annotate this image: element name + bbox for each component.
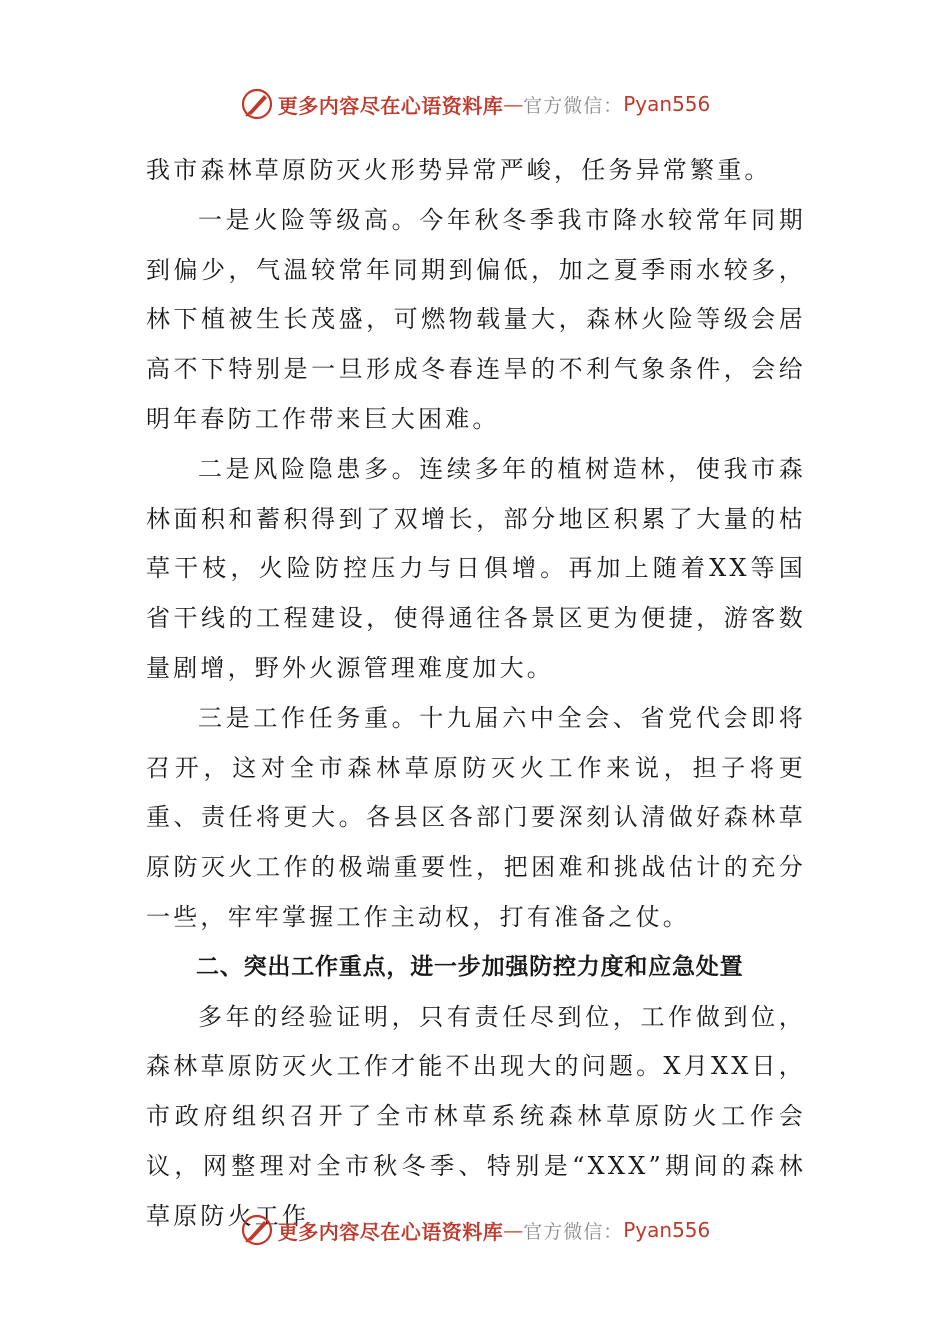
banner-site-text: 更多内容尽在心语资料库 (277, 93, 504, 118)
banner-separator: — (503, 92, 524, 116)
quill-logo-icon (240, 87, 274, 121)
section-heading: 二、突出工作重点，进一步加强防控力度和应急处置 (196, 953, 744, 980)
paragraph-intro: 我市森林草原防灭火形势异常严峻，任务异常繁重。 (146, 156, 772, 184)
paragraph-tasks: 三是工作任务重。十九届六中全会、省党代会即将召开，这对全市森林草原防灭火工作来说，担子将更重、责任将更大。各县区各部门要深刻认清做好森林草原防灭火工作的极端重要性，把困难和挑战估计的充分一些，牢牢掌握工作主动权，打有准备之仗。 (146, 703, 806, 931)
banner-site-text: 更多内容尽在心语资料库 (277, 1219, 504, 1244)
paragraph-fire-risk: 一是火险等级高。今年秋冬季我市降水较常年同期到偏少，气温较常年同期到偏低，加之夏季雨水较多，林下植被生长茂盛，可燃物载量大，森林火险等级会居高不下特别是一旦形成冬春连旱的不利气象条件，会给明年春防工作带来巨大困难。 (146, 205, 806, 433)
header-watermark-banner (0, 84, 950, 124)
banner-separator: — (503, 1218, 524, 1242)
document-body (146, 146, 806, 1242)
banner-wechat-label: 官方微信： (523, 94, 624, 117)
footer-watermark-banner (0, 1210, 950, 1250)
quill-logo-icon (240, 1213, 274, 1247)
banner-wechat-handle: Pyan556 (623, 1218, 711, 1242)
banner-wechat-label: 官方微信： (523, 1220, 624, 1243)
banner-wechat-handle: Pyan556 (623, 92, 711, 116)
paragraph-experience: 多年的经验证明，只有责任尽到位，工作做到位，森林草原防灭火工作才能不出现大的问题。X月XX日，市政府组织召开了全市林草系统森林草原防火工作会议，网整理对全市秋冬季、特别是“XXX”期间的森林草原防火工作 (146, 1002, 806, 1230)
paragraph-hazards: 二是风险隐患多。连续多年的植树造林，使我市森林面积和蓄积得到了双增长，部分地区积累了大量的枯草干枝，火险防控压力与日俱增。再加上随着XX等国省干线的工程建设，使得通往各景区更为便捷，游客数量剧增，野外火源管理难度加大。 (146, 454, 806, 682)
